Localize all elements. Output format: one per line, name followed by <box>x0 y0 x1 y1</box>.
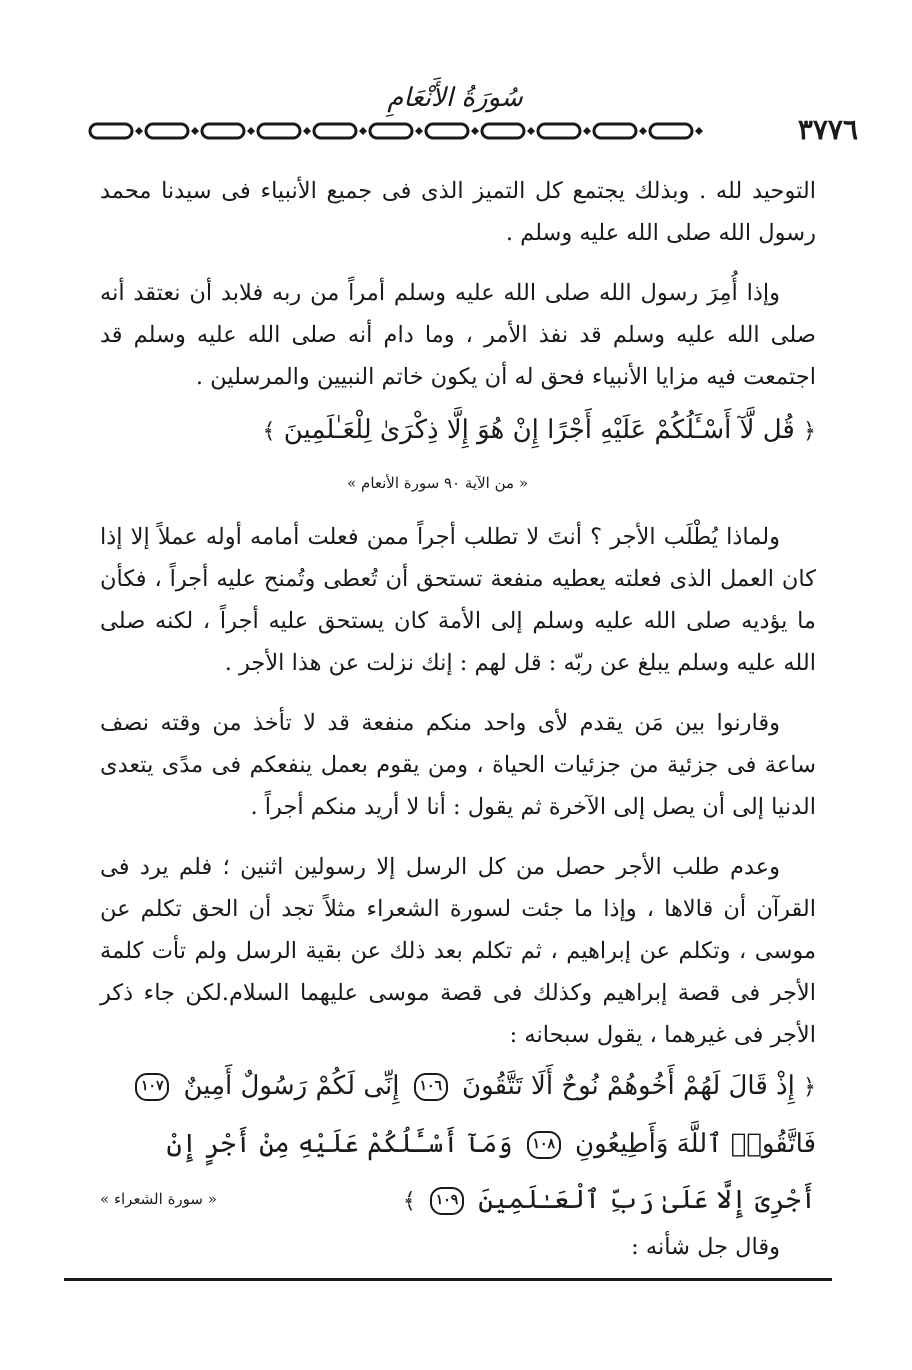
verse-open-bracket: ﴿ <box>803 419 816 444</box>
ayah-number-marker: ١٠٧ <box>135 1073 169 1101</box>
chain-link <box>538 124 580 138</box>
verse-close-bracket: ﴾ <box>402 1189 416 1214</box>
chain-diamond <box>527 127 535 135</box>
verse-text: وَأَطِيعُونِ <box>575 1129 669 1159</box>
paragraph-6 <box>100 1226 816 1268</box>
chain-diamond <box>247 127 255 135</box>
paragraph-2 <box>100 272 816 398</box>
chain-link <box>146 124 188 138</box>
chain-diamond <box>191 127 199 135</box>
chain-diamond <box>135 127 143 135</box>
chain-link <box>594 124 636 138</box>
paragraph-4 <box>100 702 816 828</box>
paragraph-text: التوحيد لله . وبذلك يجتمع كل التميز الذى فى جميع الأنبياء فى سيدنا محمد رسول الله صلى الله عليه وسلم . <box>100 178 816 246</box>
verse-open-bracket: ﴿ <box>803 1075 816 1100</box>
verse-reference: « من الآية ٩٠ سورة الأنعام » <box>347 474 528 492</box>
chain-link <box>426 124 468 138</box>
chain-diamond <box>639 127 647 135</box>
paragraph-3 <box>100 516 816 684</box>
chain-diamond <box>359 127 367 135</box>
paragraph-text: وعدم طلب الأجر حصل من كل الرسل إلا رسولين اثنين ؛ فلم يرد فى القرآن أن قالاها ، وإذا ما جئت لسورة الشعراء مثلاً تجد أن الحق تكلم عن موسى ، وتكلم عن إبراهيم ، ثم تكلم بعد ذلك عن بقية الرسل ولم تأت كلمة الأجر فى قصة إبراهيم وكذلك فى قصة موسى عليهما السلام.لكن جاء ذكر الأجر فى غيرهما ، يقول سبحانه : <box>100 854 816 1048</box>
ayah-number-marker: ١٠٨ <box>527 1131 561 1159</box>
chain-diamond <box>583 127 591 135</box>
verse-text: إِنِّى لَكُمْ رَسُولٌ أَمِينٌ <box>183 1071 400 1101</box>
chain-link <box>90 124 132 138</box>
chain-link <box>482 124 524 138</box>
chain-link <box>370 124 412 138</box>
paragraph-text: وإذا أُمِرَ رسول الله صلى الله عليه وسلم أمراً من ربه فلابد أن نعتقد أنه صلى الله عليه وسلم قد نفذ الأمر ، وما دام أنه صلى الله عليه وسلم قد اجتمعت فيه مزايا الأنبياء فحق له أن يكون خاتم النبيين والمرسلين . <box>100 280 816 390</box>
verse-text: وَمَآ أَسْـَٔلُكُمْ عَلَيْهِ مِنْ أَجْرٍ إِنْ أَجْرِىَ إِلَّا عَلَىٰ رَبِّ ٱلْعَـٰلَمِينَ <box>166 1129 816 1215</box>
ayah-number-marker: ١٠٩ <box>430 1187 464 1215</box>
page-number: ٣٧٧٦ <box>797 113 858 146</box>
chain-link <box>650 124 692 138</box>
chain-diamond <box>695 127 703 135</box>
verse-text: قُل لَّآ أَسْـَٔلُكُمْ عَلَيْهِ أَجْرًا إِنْ هُوَ إِلَّا ذِكْرَىٰ لِلْعَـٰلَمِينَ <box>283 415 795 445</box>
verse-text: إِذْ قَالَ لَهُمْ أَخُوهُمْ نُوحٌ أَلَا تَتَّقُونَ <box>461 1071 795 1101</box>
verse-text: فَاتَّقُوا۟ ٱللَّهَ <box>676 1129 816 1159</box>
paragraph-5 <box>100 846 816 1056</box>
chain-link <box>202 124 244 138</box>
quran-verse-1 <box>100 404 816 458</box>
paragraph-text: وقال جل شأنه : <box>631 1234 780 1260</box>
ornamental-chain-border <box>86 116 746 146</box>
footer-rule <box>64 1278 832 1281</box>
chain-diamond <box>415 127 423 135</box>
chain-diamond <box>471 127 479 135</box>
surah-title: سُورَةُ الأَنْعَامِ <box>387 83 523 113</box>
verse-close-bracket: ﴾ <box>262 419 276 444</box>
paragraph-text: وقارنوا بين مَن يقدم لأى واحد منكم منفعة قد لا تأخذ من وقته نصف ساعة فى جزئية من جزئيات الحياة ، ومن يقوم بعمل ينفعكم فى مدًى يتعدى الدنيا إلى أن يصل إلى الآخرة ثم يقول : أنا لا أريد منكم أجراً . <box>100 710 816 820</box>
verse-reference: « سورة الشعراء » <box>100 1190 217 1208</box>
chain-link <box>258 124 300 138</box>
chain-link <box>314 124 356 138</box>
paragraph-text: ولماذا يُطْلَب الأجر ؟ أنتَ لا تطلب أجراً ممن فعلت أمامه أوله عملاً إلا إذا كان العمل الذى فعلته يعطيه منفعة تستحق أن تُعطى وتُمنح عليه أجراً ، فكأن ما يؤديه صلى الله عليه وسلم إلى الأمة كان يستحق عليه أجراً ، لكنه صلى الله عليه وسلم يبلغ عن ربّه : قل لهم : إنك نزلت عن هذا الأجر . <box>100 524 816 676</box>
paragraph-1 <box>100 170 816 254</box>
chain-diamond <box>303 127 311 135</box>
ayah-number-marker: ١٠٦ <box>414 1073 448 1101</box>
